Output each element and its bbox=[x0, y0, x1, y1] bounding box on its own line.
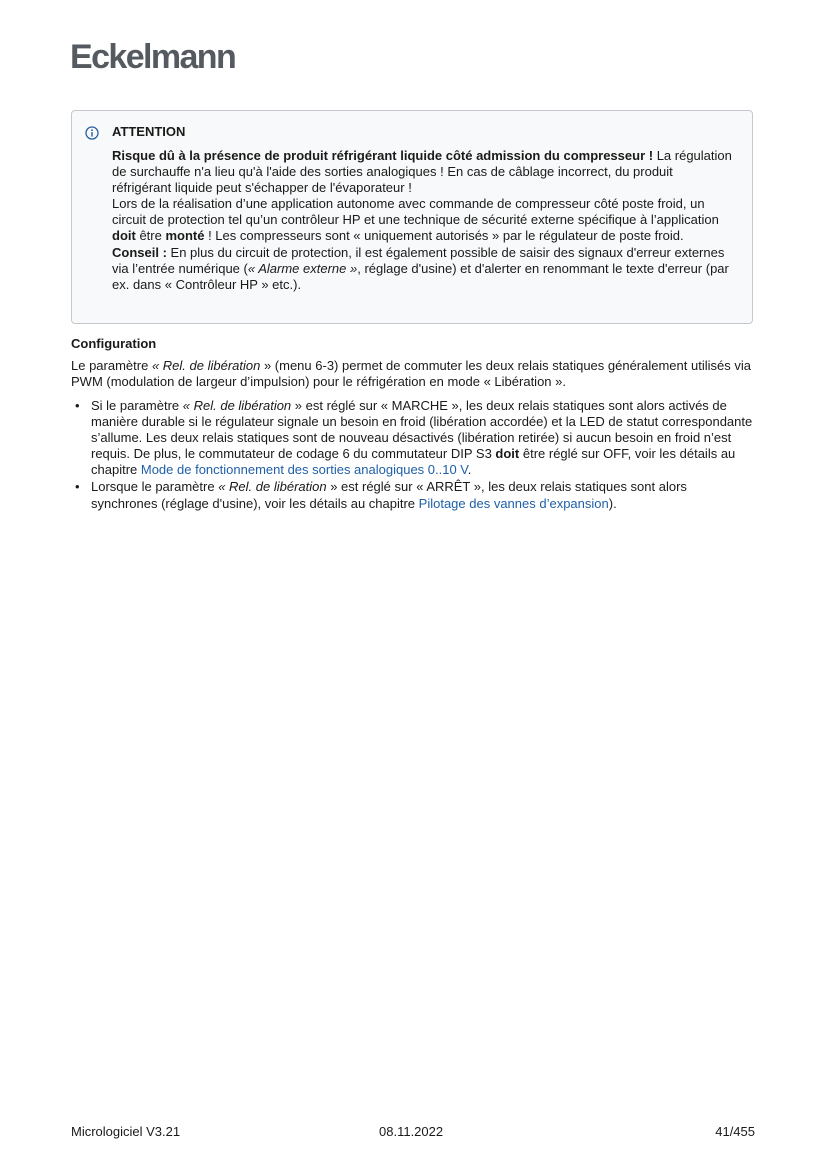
list-item: • Si le paramètre « Rel. de libération » est réglé sur « MARCHE », les deux relais statiques sont alors activés de manière durable si le régulateur signale un besoin en froid (libération accordée) et la LED de statut correspondante s’allume. Les deux relais statiques sont de nouveau désactivés (libération retirée) si aucun besoin en froid n’est requis. De plus, le commutateur de codage 6 du commutateur DIP S3 doit être réglé sur OFF, voir les détails au chapitre Mode de fonctionnement des sorties analogiques 0..10 V. bbox=[75, 398, 753, 478]
link-analog-outputs-mode[interactable]: Mode de fonctionnement des sorties analogiques 0..10 V bbox=[140, 462, 468, 478]
section-heading-configuration: Configuration bbox=[71, 336, 157, 351]
attention-paragraph-2: Lors de la réalisation d’une application autonome avec commande de compresseur côté poste froid, un circuit de protection tel qu’un contrôleur HP et une technique de sécurité externe spécifique à l’application doit être monté ! Les compresseurs sont « uniquement autorisés » par le régulateur de poste froid. bbox=[112, 196, 719, 244]
attention-title: ATTENTION bbox=[112, 124, 186, 139]
footer-date: 08.11.2022 bbox=[379, 1124, 444, 1139]
footer-firmware-version: Micrologiciel V3.21 bbox=[71, 1124, 181, 1139]
attention-paragraph-3: Conseil : En plus du circuit de protection, il est également possible de saisir des signaux d'erreur externes via l’entrée numérique (« Alarme externe », réglage d'usine) et d'alerter en renommant le texte d'erreur (par ex. dans « Contrôleur HP » etc.). bbox=[112, 244, 729, 292]
bullet-icon: • bbox=[75, 479, 80, 495]
attention-paragraph-1: Risque dû à la présence de produit réfrigérant liquide côté admission du compresseur ! La régulation de surchauffe n'a lieu qu'à l'aide des sorties analogiques ! En cas de câblage incorrect, du produit réfrigérant liquide peut s'échapper de l'évaporateur ! bbox=[112, 148, 732, 196]
attention-body bbox=[112, 148, 734, 293]
list-item: • Lorsque le paramètre « Rel. de libération » est réglé sur « ARRÊT », les deux relais statiques sont alors synchrones (réglage d'usine), voir les détails au chapitre Pilotage des vannes d’expansion). bbox=[75, 479, 687, 511]
configuration-intro: Le paramètre « Rel. de libération » (menu 6-3) permet de commuter les deux relais statiques généralement utilisés via PWM (modulation de largeur d’impulsion) pour le réfrigération en mode « Libération ». bbox=[71, 358, 751, 390]
info-icon bbox=[85, 126, 99, 140]
attention-warning-bold: Risque dû à la présence de produit réfrigérant liquide côté admission du compresseur ! bbox=[112, 148, 654, 163]
link-expansion-valve-control[interactable]: Pilotage des vannes d’expansion bbox=[418, 495, 609, 511]
footer-page-number: 41/455 bbox=[715, 1124, 755, 1139]
attention-box bbox=[71, 110, 753, 324]
bullet-icon: • bbox=[75, 398, 80, 413]
eckelmann-logo: Eckelmann bbox=[70, 38, 236, 76]
configuration-bullet-list bbox=[71, 398, 755, 513]
